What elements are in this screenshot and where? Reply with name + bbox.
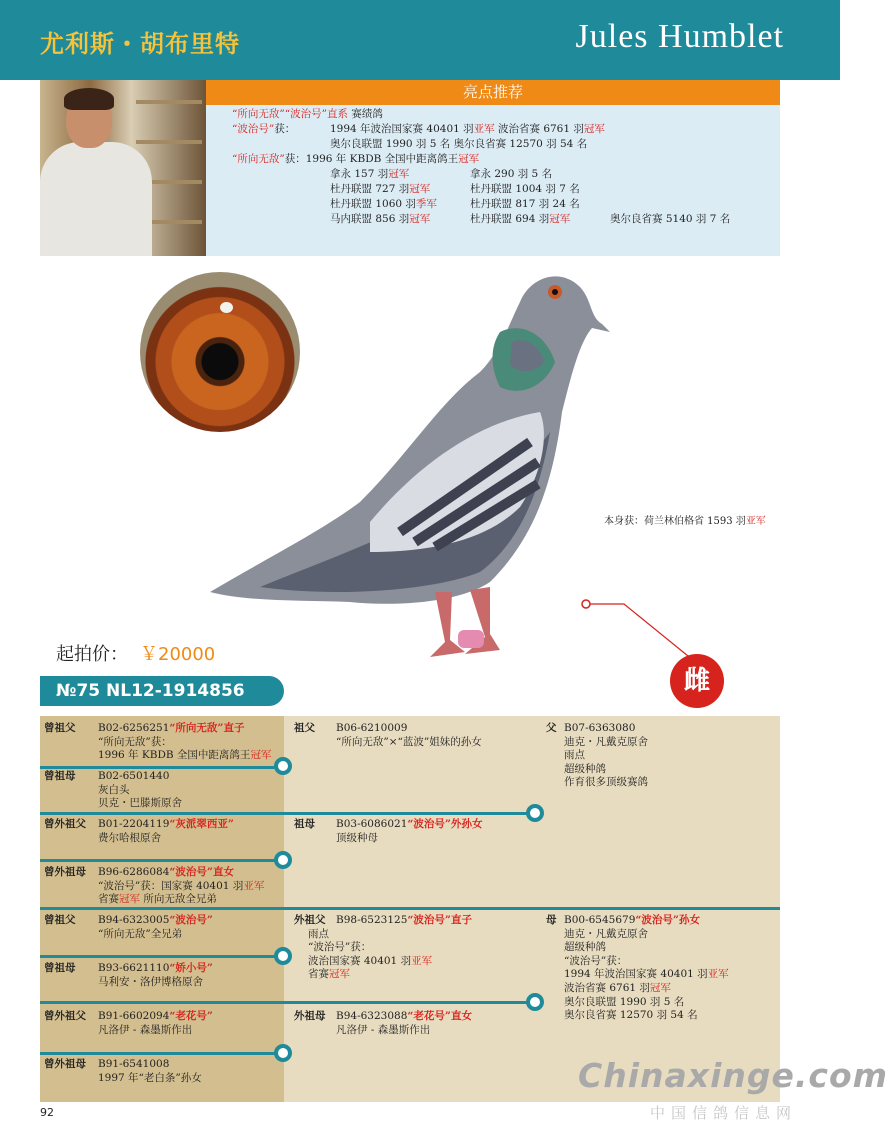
highlight-result: 杜丹联盟 1060 羽季军 <box>330 198 437 210</box>
highlight-result: 杜丹联盟 694 羽冠军 <box>470 213 571 225</box>
connector-line <box>40 812 530 815</box>
pedigree-entry: 曾外祖父 B91-6602094“老花号” 凡洛伊 - 森墨斯作出 <box>44 1010 213 1036</box>
pigeon-image <box>200 262 620 682</box>
pedigree-entry: 曾祖母 B93-6621110“娇小号” 马利安・洛伊博格原舍 <box>44 962 213 988</box>
connector-dot <box>274 1044 292 1062</box>
connector-line <box>40 859 280 862</box>
pedigree-entry: 曾祖母 B02-6501440 灰白头 贝克・巴滕斯原舍 <box>44 770 182 810</box>
ring-number-tag: №75 NL12-1914856 <box>40 676 284 706</box>
leader-line <box>578 596 698 660</box>
pedigree-entry: 祖母 B03-6086021“波治号”外孙女 顶级种母 <box>294 818 483 844</box>
loft-name-chinese: 尤利斯・胡布里特 <box>40 30 240 58</box>
pedigree-entry-sire: 父 B07-6363080 迪克・凡戴克原舍 雨点 超级种鸽 作育很多顶级赛鸽 <box>546 722 648 789</box>
connector-dot <box>274 757 292 775</box>
connector-line <box>40 955 280 958</box>
pedigree-entry: 祖父 B06-6210009 “所向无敌”×“蓝波”姐妹的孙女 <box>294 722 482 748</box>
highlight-line: “波治号”获： <box>232 123 296 135</box>
connector-line <box>40 766 280 769</box>
connector-line <box>40 1001 530 1004</box>
pedigree-entry: 曾外祖母 B91-6541008 1997 年“老白条”孙女 <box>44 1058 202 1084</box>
highlight-result: 拿永 290 羽 5 名 <box>470 168 553 180</box>
connector-dot <box>274 947 292 965</box>
highlight-result: 杜丹联盟 727 羽冠军 <box>330 183 431 195</box>
pedigree-entry: 曾外祖父 B01-2204119“灰派翠西亚” 费尔哈根原舍 <box>44 818 234 844</box>
page-number: 92 <box>40 1106 54 1119</box>
highlight-line: “所向无敌”“波治号”直系 赛绩鸽 <box>232 108 383 120</box>
watermark-chinese: 中国信鸽信息网 <box>650 1104 798 1122</box>
loft-name-english: Jules Humblet <box>575 18 784 55</box>
highlight-line: 奥尔良联盟 1990 羽 5 名 奥尔良省赛 12570 羽 54 名 <box>330 138 588 150</box>
price-label: 起拍价： <box>56 644 128 665</box>
highlight-line: 1994 年波治国家赛 40401 羽亚军 波治省赛 6761 羽冠军 <box>330 123 605 135</box>
highlight-result: 拿永 157 羽冠军 <box>330 168 410 180</box>
pedigree-entry-dam: 母 B00-6545679“波治号”孙女 迪克・凡戴克原舍 超级种鸽 “波治号”获： 1994 年波治国家赛 40401 羽亚军 波治省赛 6761 羽冠军 奥尔良联盟 1990 羽 5 名 奥尔良省赛 12570 羽 54 名 <box>546 914 729 1022</box>
pedigree-entry: 曾祖父 B94-6323005“波治号” “所向无敌”全兄弟 <box>44 914 213 940</box>
connector-line <box>40 1052 280 1055</box>
connector-dot <box>526 993 544 1011</box>
sex-badge: 雌 <box>670 654 724 708</box>
self-result: 本身获：荷兰林伯格省 1593 羽亚军 <box>604 516 766 527</box>
highlight-result: 杜丹联盟 1004 羽 7 名 <box>470 183 580 195</box>
highlight-result: 奥尔良省赛 5140 羽 7 名 <box>610 213 731 225</box>
pedigree-entry: 曾外祖母 B96-6286084“波治号”直女 “波治号”获：国家赛 40401 羽亚军 省赛冠军 所向无敌全兄弟 <box>44 866 265 906</box>
pedigree-entry: 曾祖父 B02-6256251“所向无敌”直子 “所向无敌”获： 1996 年 KBDB 全国中距离鸽王冠军 <box>44 722 272 762</box>
highlight-result: 马内联盟 856 羽冠军 <box>330 213 431 225</box>
breeder-photo <box>40 80 206 256</box>
watermark-site: Chinaxinge.com <box>578 1056 888 1095</box>
highlights-title: 亮点推荐 <box>206 80 780 105</box>
pedigree-entry: 外祖母 B94-6323088“老花号”直女 凡洛伊 - 森墨斯作出 <box>294 1010 472 1036</box>
connector-dot <box>526 804 544 822</box>
connector-dot <box>274 851 292 869</box>
price-value: ￥20000 <box>140 644 216 665</box>
highlight-result: 杜丹联盟 817 羽 24 名 <box>470 198 580 210</box>
pedigree-entry: 外祖父 B98-6523125“波治号”直子 雨点 “波治号”获： 波治国家赛 40401 羽亚军 省赛冠军 <box>294 914 472 981</box>
highlight-line: “所向无敌”获：1996 年 KBDB 全国中距离鸽王冠军 <box>232 153 480 165</box>
connector-line <box>40 907 780 910</box>
